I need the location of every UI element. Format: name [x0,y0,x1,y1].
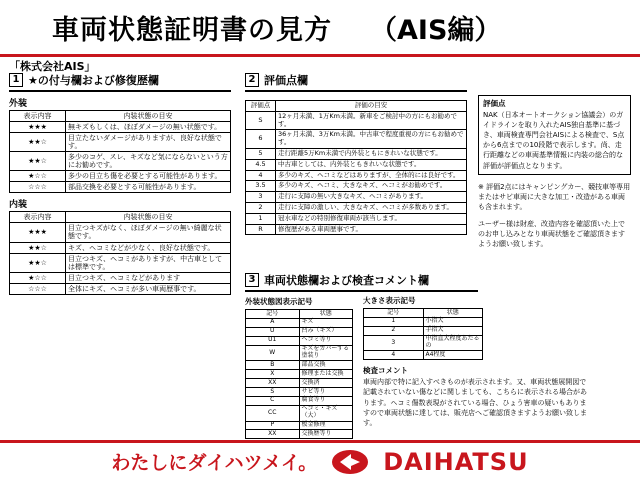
cell-stars: ★★★ [10,223,66,242]
table-row [246,192,467,203]
cell-desc: 中古車としては、内外装ともきれいな状態です。 [276,159,467,170]
interior-label: 内装 [9,200,28,211]
cell-code: P [246,421,300,430]
table-row [246,430,353,439]
cell-code: X [246,370,300,379]
section-1-heading [9,72,231,88]
cell-state: キズ [299,318,353,327]
page-subtitle: （AIS編） [370,15,502,46]
cell-desc: 多少のキズ、ヘコミなどはありますが、全体的には良好です。 [276,170,467,181]
table-header-row [364,309,483,318]
cell-desc: 無キズもしくは、ほぼダメージの無い状態です。 [66,122,231,133]
cell-code: S [246,388,300,397]
cell-desc: 多少の目立ち傷を必要とする可能性があります。 [66,171,231,182]
table-row [246,213,467,224]
cell-state: 板金修理 [299,421,353,430]
company-label: 「株式会社AIS」 [9,60,96,73]
cell-stars: ★★☆ [10,253,66,272]
cell-point: 2 [246,202,276,213]
table-row [10,122,231,133]
cell-desc: 目立つキズがなく、ほぼダメージの無い綺麗な状態です。 [66,223,231,242]
col-header-desc: 内装状態の目安 [66,111,231,122]
table-row [364,317,483,326]
section-1-number: 1 [9,73,23,87]
cell-state: 小指大 [423,317,483,326]
cell-stars: ★★☆ [10,242,66,253]
footer-slogan: わたしにダイハツメイ。 [111,452,318,474]
cell-desc: キズ、ヘコミなどが少なく、良好な状態です。 [66,242,231,253]
col-header-desc: 内装状態の目安 [66,212,231,223]
cell-desc: 修復歴がある車両歴事です。 [276,224,467,235]
daihatsu-logo-icon [331,449,369,475]
table-row [246,224,467,235]
cell-code: B [246,361,300,370]
cell-code: A [246,318,300,327]
cell-point: R [246,224,276,235]
cell-point: 5 [246,148,276,159]
col-header-point: 評価点 [246,101,276,112]
evaluation-note-extra-2: ユーザー様は財産、改造内容を確認頂いた上でのお申し込みとなり車両状態をご確認頂きますようお願い致します。 [478,220,625,249]
table-row [10,182,231,193]
table-row [246,370,353,379]
cell-state: A4程度 [423,351,483,360]
cell-code: 2 [364,326,424,335]
cell-state: 手指大 [423,326,483,335]
cell-point: 4 [246,170,276,181]
col-header-symbol: 表示内容 [10,111,66,122]
table-row [364,326,483,335]
cell-stars: ★★☆ [10,152,66,171]
table-row [246,202,467,213]
cell-state: サビ等り [299,388,353,397]
evaluation-note-title: 評価点 [483,99,506,108]
cell-code: C [246,396,300,405]
table-row [246,405,353,421]
table-row [10,272,231,283]
cell-code: 1 [364,317,424,326]
cell-stars: ★☆☆ [10,272,66,283]
section-3-subtitle: 外装状態図表示記号 [245,297,313,306]
cell-desc: 多少のコゲ、スレ、キズなど気にならないという方にお勧めです。 [66,152,231,171]
page-title: 車両状態証明書の見方 [52,15,332,46]
cell-desc: 目立たないダメージがありますが、良好な状態です。 [66,133,231,152]
cell-desc: 走行に支障の無い大きなキズ、ヘコミがあります。 [276,192,467,203]
cell-point: 3 [246,192,276,203]
evaluation-note-box [478,95,631,175]
col-header-symbol: 表示内容 [10,212,66,223]
cell-state: 部品交換 [299,361,353,370]
symbol-table-left [245,309,353,439]
section-3-underline [245,290,478,292]
table-row [246,379,353,388]
table-row [10,283,231,294]
cell-state: 修理または交換 [299,370,353,379]
table-header-row [10,212,231,223]
table-header-row [246,101,467,112]
cell-state: 交換歴等り [299,430,353,439]
exterior-label: 外装 [9,99,28,109]
inspection-comment-block [363,366,593,428]
section-1-underline [9,90,231,92]
evaluation-note-body: NAK（日本オートオークション協議会）のガイドラインを取り入れたAIS独自基準に基づき、車両検査専門会社AISによる検査で、S点から6点までの10段階で表示します。尚、走行距離などの車両基準情報に内装の総合的な評価が評価点となります。 [483,110,625,170]
page-footer [0,443,640,480]
evaluation-note-extra-1: ※ 評価2点にはキャンピングカー、競技車等専用またはサビ車両に大きな加工・改造がある車両も含まれます。 [478,182,631,211]
cell-code: CC [246,405,300,421]
interior-table [9,211,231,294]
cell-code: XX [246,430,300,439]
cell-state: ヘコミ等り [299,336,353,345]
table-row [246,361,353,370]
inspection-comment-body: 車両内部で特に記入すべきものが表示されます。又、車両状態展開図で記載されていない傷などに関しましても、こちらに表示される場合があります。ヘコミ傷数表現がされている場合、ひょう害車の疑いもありますので車両状態に達しては、販売店へご確認頂きますようお願い致します。 [363,378,587,427]
cell-state: ヘコミ・キズ（大） [299,405,353,421]
header-title-row [52,4,588,51]
table-row [10,223,231,242]
table-row [246,130,467,149]
cell-desc: 目立つキズ、ヘコミがありますが、中古車としては標準です。 [66,253,231,272]
footer-brand: DAIHATSU [383,447,529,476]
cell-point: 4.5 [246,159,276,170]
table-row [246,159,467,170]
size-table-title: 大きさ表示記号 [363,296,416,305]
score-table [245,100,467,235]
table-row [246,396,353,405]
section-3 [245,272,631,439]
section-1 [9,72,231,295]
cell-code: 3 [364,335,424,351]
section-1-title: ★の付与欄および修復歴欄 [28,74,159,87]
cell-point: 1 [246,213,276,224]
cell-code: U1 [246,336,300,345]
table-row [246,327,353,336]
col-header-state: 状態 [423,309,483,318]
cell-desc: 冠水車などの特別修復車両が該当します。 [276,213,467,224]
cell-point: 6 [246,130,276,149]
cell-stars: ★★☆ [10,133,66,152]
table-row [10,171,231,182]
cell-code: W [246,345,300,361]
table-row [246,336,353,345]
section-2-heading [245,72,467,88]
table-header-row [246,310,353,319]
section-2-number: 2 [245,73,259,87]
cell-state: 腐食等り [299,396,353,405]
table-row [246,345,353,361]
cell-desc: 全体にキズ、ヘコミが多い車両歴事です。 [66,283,231,294]
section-3-title: 車両状態欄および検査コメント欄 [264,274,429,287]
inspection-comment-title: 検査コメント [363,366,408,376]
cell-desc: 36ヶ月未満、3万Km未満。中古車で程度重視の方にもお勧めです。 [276,130,467,149]
col-header-state: 状態 [299,310,353,319]
table-row [246,421,353,430]
section-3-number: 3 [245,273,259,287]
table-row [246,111,467,130]
header-divider [0,54,640,57]
cell-desc: 走行に支障の激しい、大きなキズ、ヘコミが多数あります。 [276,202,467,213]
table-row [246,318,353,327]
table-row [246,148,467,159]
cell-stars: ★★★ [10,122,66,133]
table-row [246,181,467,192]
table-row [10,253,231,272]
cell-desc: 部品交換を必要とする可能性があります。 [66,182,231,193]
table-row [10,133,231,152]
table-header-row [10,111,231,122]
cell-stars: ☆☆☆ [10,283,66,294]
table-row [10,242,231,253]
symbol-table-right [363,308,483,360]
cell-desc: 12ヶ月未満、1万Km未満。新車をご検討中の方にもお勧めです。 [276,111,467,130]
cell-state: 交換済 [299,379,353,388]
col-header-desc: 評価の目安 [276,101,467,112]
section-2-title: 評価点欄 [264,74,308,87]
cell-code: 4 [364,351,424,360]
cell-state: 中指直大程度あたるの [423,335,483,351]
col-header-code: 記号 [364,309,424,318]
cell-code: XX [246,379,300,388]
cell-desc: 多少のキズ、ヘコミ、大きなキズ、ヘコミがお勧めです。 [276,181,467,192]
symbol-table-right-wrap [363,296,593,439]
section-2 [245,72,467,235]
section-2-underline [245,90,467,92]
exterior-table [9,110,231,193]
cell-code: U [246,327,300,336]
cell-state: キズをカバーする塗装り [299,345,353,361]
cell-point: S [246,111,276,130]
table-row [364,351,483,360]
cell-desc: 目立つキズ、ヘコミなどがあります [66,272,231,283]
cell-desc: 走行距離5万Km未満で内外装ともにきれいな状態です。 [276,148,467,159]
section-3-heading [245,272,631,288]
page-header [0,0,640,57]
cell-stars: ★☆☆ [10,171,66,182]
table-row [364,335,483,351]
cell-point: 3.5 [246,181,276,192]
col-header-code: 記号 [246,310,300,319]
cell-stars: ☆☆☆ [10,182,66,193]
table-row [246,170,467,181]
cell-state: 凹み（キズ） [299,327,353,336]
table-row [10,152,231,171]
table-row [246,388,353,397]
evaluation-note-panel [478,95,631,250]
